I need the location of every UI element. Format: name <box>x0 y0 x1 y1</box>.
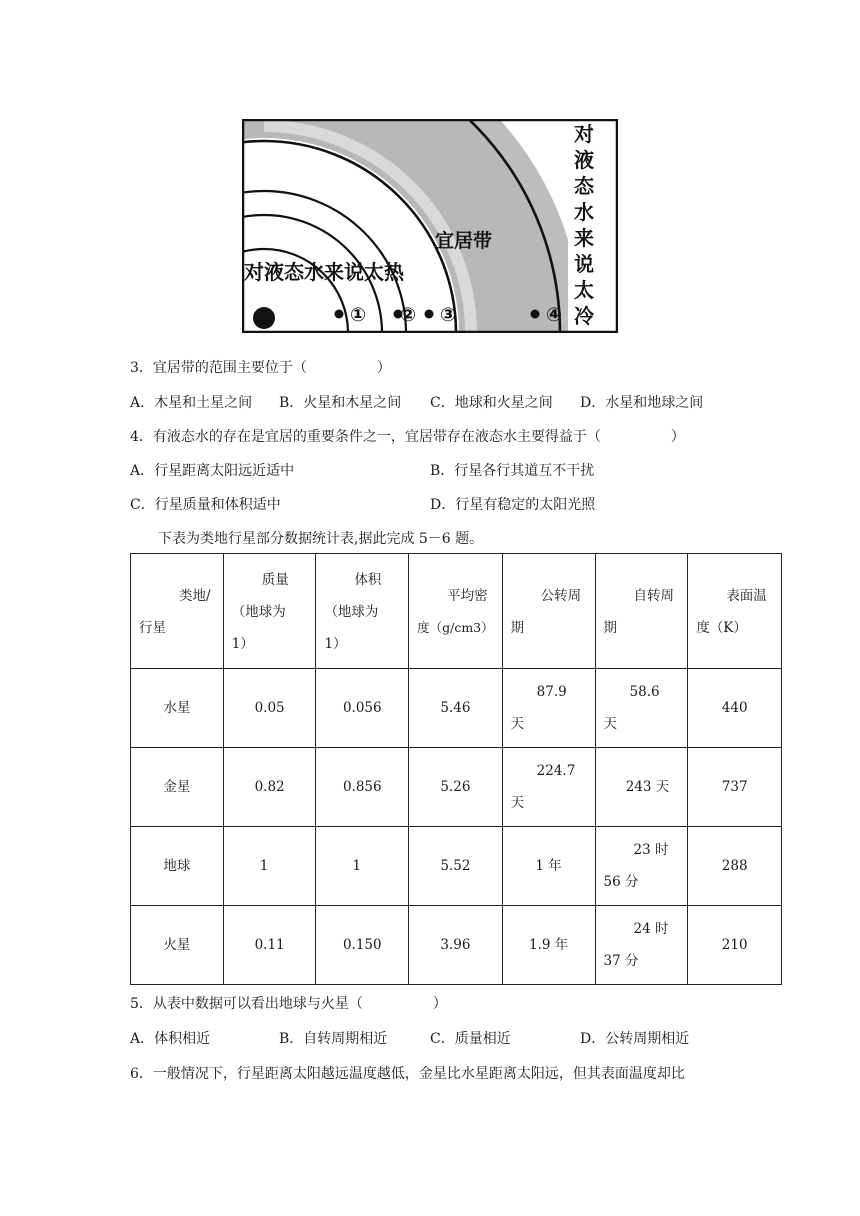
cell-text: 天 <box>603 716 618 732</box>
sun-dot <box>253 307 275 329</box>
header-density <box>409 554 503 669</box>
q5-option-c[interactable]: C．质量相近 <box>430 1031 511 1047</box>
header-text: （地球为 <box>324 604 379 620</box>
cell-text: 24 时 <box>633 921 669 937</box>
cell-rotation: 243 天 <box>595 748 688 827</box>
header-planet <box>131 554 224 669</box>
planet-dot-1 <box>335 310 344 319</box>
cell-text: 58.6 <box>629 684 660 700</box>
cell-rotation <box>595 669 688 748</box>
table-header-row <box>131 554 782 669</box>
q3-option-a[interactable]: A．木星和土星之间 <box>130 395 253 411</box>
cell-density: 5.52 <box>409 827 503 906</box>
too-cold-char-4: 水 <box>574 200 594 224</box>
cell-volume: 0.856 <box>316 748 409 827</box>
cell-volume: 0.150 <box>316 906 409 985</box>
cell-planet: 金星 <box>131 748 224 827</box>
cell-density: 5.46 <box>409 669 503 748</box>
header-text: 类地/ <box>179 588 211 604</box>
table-row <box>131 748 782 827</box>
header-text: 1） <box>231 636 254 652</box>
marker-1: ① <box>349 304 367 326</box>
header-mass <box>223 554 316 669</box>
cell-text: 224.7 <box>536 763 576 779</box>
q4-option-b[interactable]: B．行星各行其道互不干扰 <box>430 463 595 479</box>
question-3-stem: 3．宜居带的范围主要位于（ ） <box>130 360 391 376</box>
header-volume <box>316 554 409 669</box>
header-temperature <box>688 554 782 669</box>
cell-density: 5.26 <box>409 748 503 827</box>
too-cold-char-1: 对 <box>574 122 594 146</box>
question-6-stem: 6．一般情况下，行星距离太阳越远温度越低，金星比水星距离太阳远，但其表面温度却比 <box>130 1066 685 1082</box>
planet-dot-3 <box>425 310 434 319</box>
habitable-zone-diagram <box>242 119 618 333</box>
label-too-hot: 对液态水来说太热 <box>244 260 404 284</box>
header-text: 期 <box>603 620 618 636</box>
header-text: 1） <box>324 636 347 652</box>
q4-option-d[interactable]: D．行星有稳定的太阳光照 <box>430 497 596 513</box>
header-revolution <box>502 554 595 669</box>
habitable-zone-svg <box>242 119 618 333</box>
marker-3: ③ <box>439 304 457 326</box>
table-row <box>131 906 782 985</box>
cell-text: 56 分 <box>603 874 639 890</box>
q3-option-c[interactable]: C．地球和火星之间 <box>430 395 553 411</box>
header-text: 质量 <box>261 572 289 588</box>
cell-mass: 1 <box>223 827 316 906</box>
header-text: 平均密 <box>447 588 488 604</box>
cell-temperature: 737 <box>688 748 782 827</box>
q4-option-c[interactable]: C．行星质量和体积适中 <box>130 497 281 513</box>
header-text: 期 <box>510 620 525 636</box>
header-text: 行星 <box>139 620 166 636</box>
header-text: 自转周 <box>633 588 675 604</box>
header-text: 体积 <box>354 572 382 588</box>
too-cold-char-6: 说 <box>574 252 594 276</box>
header-text: 表面温 <box>726 588 767 604</box>
too-cold-char-8: 冷 <box>574 304 594 328</box>
header-text: 度（K） <box>696 620 747 636</box>
header-text: （地球为 <box>231 604 286 620</box>
q5-option-a[interactable]: A．体积相近 <box>130 1031 211 1047</box>
cell-rotation <box>595 906 688 985</box>
too-cold-char-5: 来 <box>574 226 594 250</box>
cell-temperature: 440 <box>688 669 782 748</box>
cell-temperature: 210 <box>688 906 782 985</box>
planet-data-table <box>130 553 782 985</box>
table-row <box>131 669 782 748</box>
cell-rotation <box>595 827 688 906</box>
too-cold-char-2: 液 <box>574 148 594 172</box>
cell-revolution <box>502 669 595 748</box>
q5-option-d[interactable]: D．公转周期相近 <box>580 1031 690 1047</box>
q5-option-b[interactable]: B．自转周期相近 <box>279 1031 388 1047</box>
header-text: 度（g/cm3） <box>417 620 494 635</box>
cell-revolution <box>502 748 595 827</box>
q3-option-b[interactable]: B．火星和木星之间 <box>279 395 402 411</box>
cell-volume: 0.056 <box>316 669 409 748</box>
cell-density: 3.96 <box>409 906 503 985</box>
cell-text: 天 <box>510 716 525 732</box>
cell-text: 37 分 <box>603 953 639 969</box>
marker-2: ② <box>399 304 417 326</box>
cell-text: 23 时 <box>633 842 669 858</box>
marker-4: ④ <box>545 304 563 326</box>
planet-dot-4 <box>531 310 540 319</box>
question-4-stem: 4．有液态水的存在是宜居的重要条件之一，宜居带存在液态水主要得益于（ ） <box>130 429 685 445</box>
label-habitable-zone: 宜居带 <box>435 230 493 252</box>
cell-revolution: 1 年 <box>502 827 595 906</box>
cell-planet: 地球 <box>131 827 224 906</box>
cell-planet: 水星 <box>131 669 224 748</box>
q3-option-d[interactable]: D．水星和地球之间 <box>580 395 704 411</box>
cell-planet: 火星 <box>131 906 224 985</box>
table-row <box>131 827 782 906</box>
cell-mass: 0.05 <box>223 669 316 748</box>
cell-mass: 0.11 <box>223 906 316 985</box>
q4-option-a[interactable]: A．行星距离太阳远近适中 <box>130 463 295 479</box>
cell-volume: 1 <box>316 827 409 906</box>
cell-text: 87.9 <box>536 684 567 700</box>
table-intro: 下表为类地行星部分数据统计表,据此完成 5－6 题。 <box>158 531 484 547</box>
cell-text: 天 <box>510 795 525 811</box>
question-5-stem: 5．从表中数据可以看出地球与火星（ ） <box>130 996 447 1012</box>
too-cold-char-7: 太 <box>574 278 594 302</box>
cell-temperature: 288 <box>688 827 782 906</box>
cell-revolution: 1.9 年 <box>502 906 595 985</box>
header-text: 公转周 <box>540 588 582 604</box>
header-rotation <box>595 554 688 669</box>
too-cold-char-3: 态 <box>574 174 594 198</box>
cell-mass: 0.82 <box>223 748 316 827</box>
